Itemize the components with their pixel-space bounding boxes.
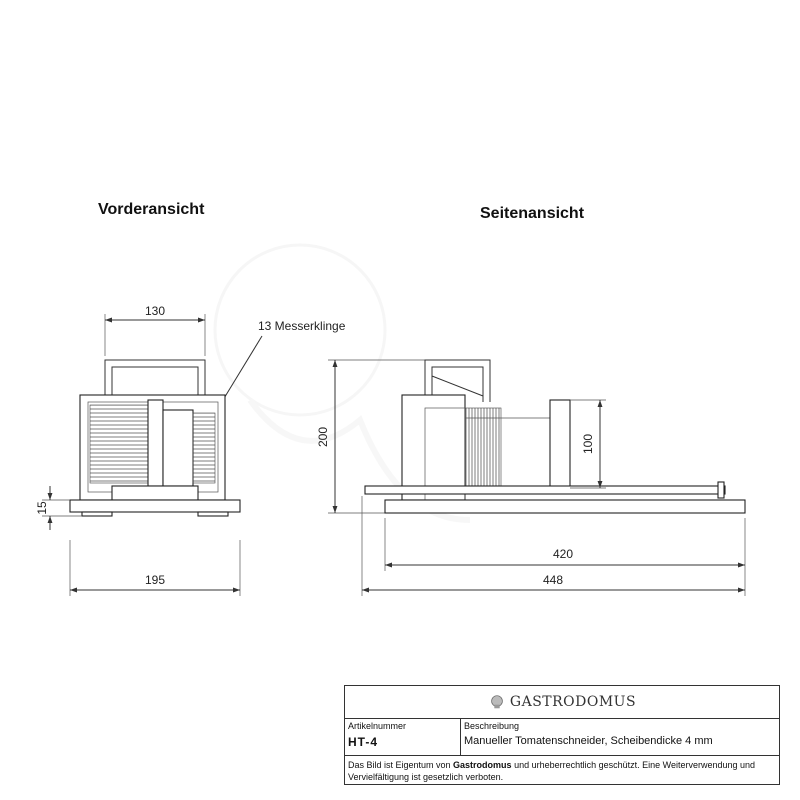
brand-row: [345, 686, 779, 719]
side-view: [316, 360, 745, 596]
side-base-plate: [385, 500, 745, 513]
front-pusher-plate: [163, 410, 193, 486]
article-cell: [345, 719, 461, 755]
dimension-side-plate-height: [570, 400, 606, 488]
description-label: Beschreibung: [464, 721, 520, 731]
dimension-420-label: 420: [552, 547, 574, 561]
blade-callout-label: 13 Messerklinge: [258, 319, 346, 333]
dimension-front-top: [105, 304, 205, 356]
copyright-brand: Gastrodomus: [453, 760, 512, 770]
front-trough: [112, 486, 198, 500]
side-view-title: Seitenansicht: [480, 205, 585, 222]
copyright-prefix: Das Bild ist Eigentum von: [348, 760, 454, 770]
dimension-195-label: 195: [144, 573, 166, 587]
copyright-suffix: und urheberrechtlich geschützt. Eine Weiterverwendung und Vervielfältigung ist gesetzlich verboten.: [348, 760, 756, 782]
front-view: [35, 304, 346, 596]
dimension-130-label: 130: [144, 304, 166, 318]
side-end-plate: [550, 400, 570, 488]
front-base-plate: [70, 500, 240, 512]
front-foot-left: [82, 512, 112, 516]
front-view-title: Vorderansicht: [98, 201, 205, 218]
dimension-15-label: 15: [35, 501, 49, 515]
title-block: [344, 685, 780, 785]
chef-hat-logo-icon: [488, 693, 506, 711]
blade-callout: [212, 319, 346, 418]
description-text: Manueller Tomatenschneider, Scheibendicke 4 mm: [464, 735, 713, 747]
front-blades-right: [193, 413, 215, 483]
dimension-front-width: [70, 540, 240, 596]
dimension-side-base-length: [385, 518, 745, 596]
description-cell: [461, 719, 779, 755]
front-blades-left: [90, 405, 148, 483]
front-handle: [105, 360, 205, 396]
dimension-200-label: 200: [316, 426, 330, 448]
article-row: [345, 719, 779, 756]
article-number: HT-4: [348, 735, 379, 749]
brand-name: GASTRODOMUS: [509, 694, 637, 710]
side-housing: [402, 395, 465, 500]
dimension-100-label: 100: [581, 433, 595, 455]
dimension-448-label: 448: [542, 573, 564, 587]
copyright-notice: [345, 756, 779, 786]
front-pusher: [148, 400, 163, 486]
side-blade-comb: [465, 408, 501, 490]
side-rail: [365, 486, 725, 494]
article-label: Artikelnummer: [348, 721, 407, 731]
side-rail-end: [718, 482, 724, 498]
front-foot-right: [198, 512, 228, 516]
